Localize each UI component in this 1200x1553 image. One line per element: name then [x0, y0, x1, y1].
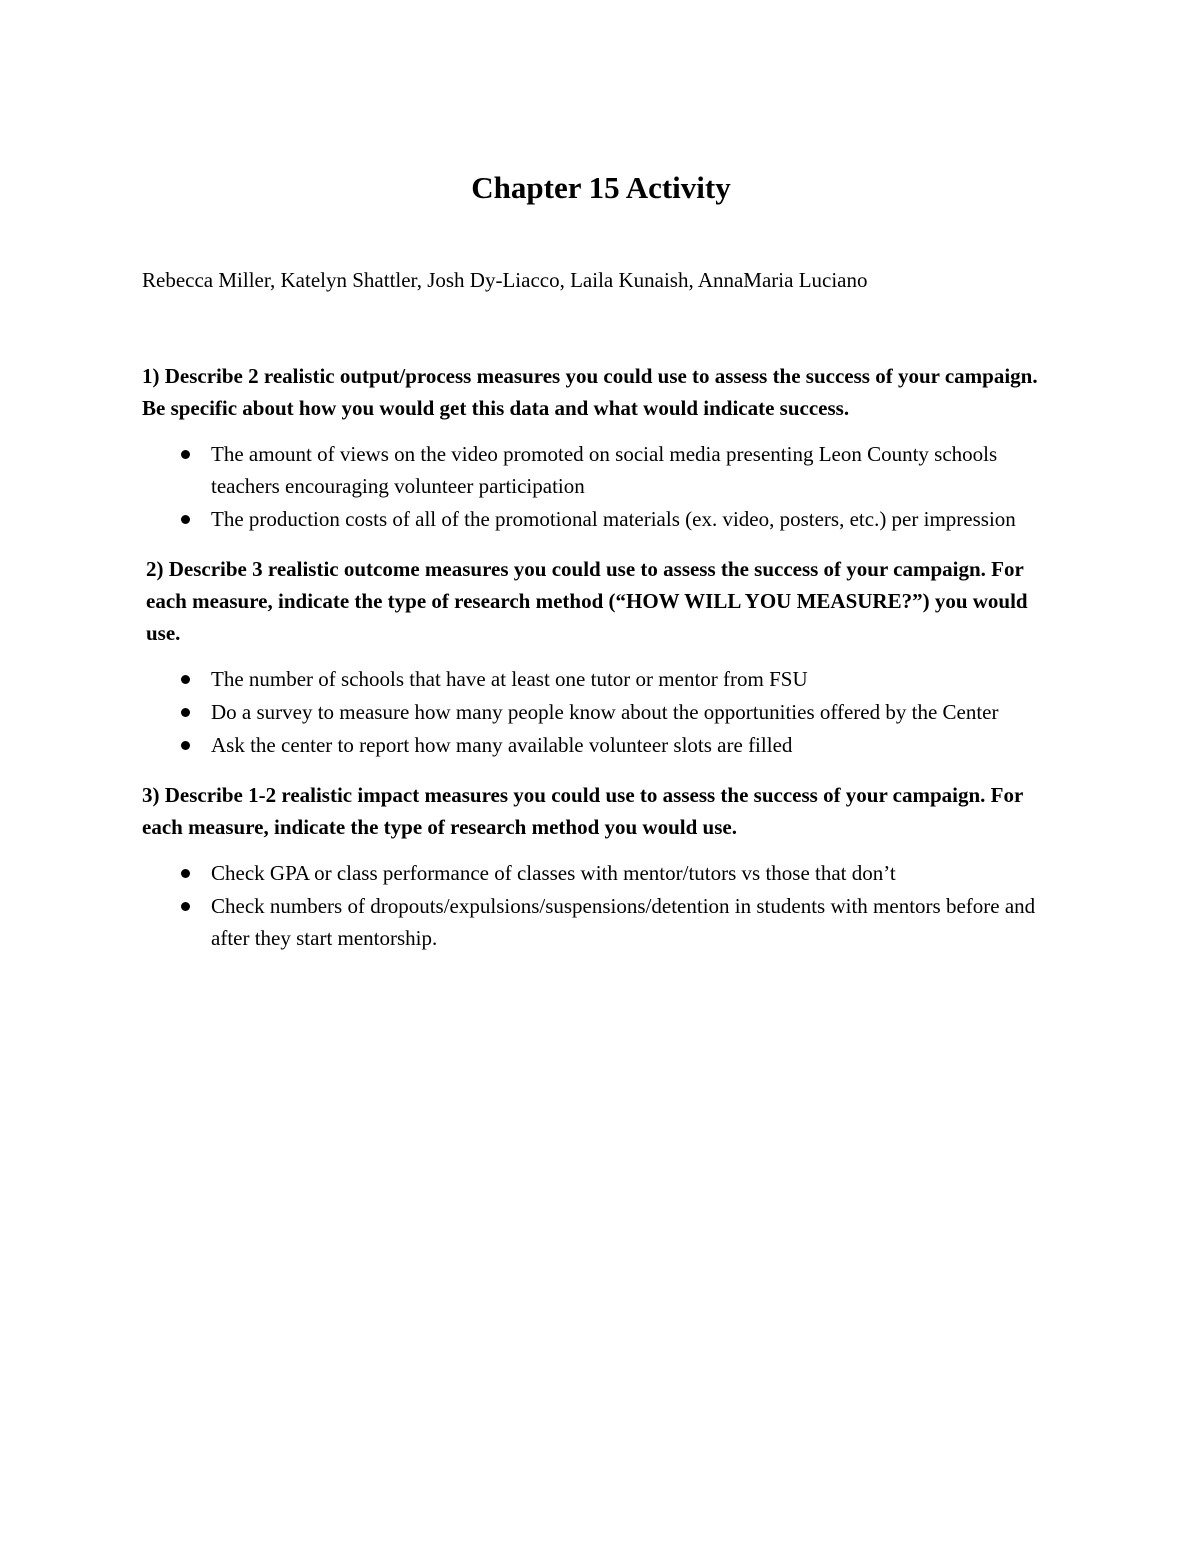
answer-text: Check numbers of dropouts/expulsions/suspensions/detention in students with mentors before and after they start mentorship.: [211, 894, 1036, 950]
question-1: 1) Describe 2 realistic output/process measures you could use to assess the success of your campaign. Be specific about how you would get this data and what would indicate success.: [142, 364, 1038, 420]
bullet-icon: [181, 450, 190, 459]
list-item: [142, 857, 1050, 889]
bullet-icon: [181, 515, 190, 524]
list-item: [142, 729, 1050, 761]
section-2: [142, 553, 1050, 761]
list-item: [142, 696, 1050, 728]
answer-text: Check GPA or class performance of classes with mentor/tutors vs those that don’t: [211, 861, 896, 885]
answer-list-1: [142, 438, 1050, 535]
bullet-icon: [181, 902, 190, 911]
bullet-icon: [181, 741, 190, 750]
bullet-icon: [181, 708, 190, 717]
bullet-icon: [181, 869, 190, 878]
bullet-icon: [181, 675, 190, 684]
answer-list-3: [142, 857, 1050, 954]
list-item: [142, 503, 1050, 535]
answer-text: Do a survey to measure how many people know about the opportunities offered by the Center: [211, 700, 999, 724]
section-1: [142, 360, 1050, 535]
answer-list-2: [142, 663, 1050, 761]
question-3: 3) Describe 1-2 realistic impact measures you could use to assess the success of your campaign. For each measure, indicate the type of research method you would use.: [142, 783, 1023, 839]
list-item: [142, 438, 1050, 502]
answer-text: The number of schools that have at least one tutor or mentor from FSU: [211, 667, 808, 691]
question-2: 2) Describe 3 realistic outcome measures you could use to assess the success of your campaign. For each measure, indicate the type of research method (“HOW WILL YOU MEASURE?”) you would use.: [146, 557, 1028, 645]
author-list: Rebecca Miller, Katelyn Shattler, Josh Dy-Liacco, Laila Kunaish, AnnaMaria Luciano: [142, 268, 868, 292]
answer-text: The production costs of all of the promotional materials (ex. video, posters, etc.) per impression: [211, 507, 1016, 531]
list-item: [142, 890, 1050, 954]
answer-text: The amount of views on the video promoted on social media presenting Leon County schools teachers encouraging volunteer participation: [211, 442, 998, 498]
page-title: Chapter 15 Activity: [471, 170, 731, 205]
list-item: [142, 663, 1050, 695]
section-3: [142, 779, 1050, 954]
answer-text: Ask the center to report how many available volunteer slots are filled: [211, 733, 793, 757]
